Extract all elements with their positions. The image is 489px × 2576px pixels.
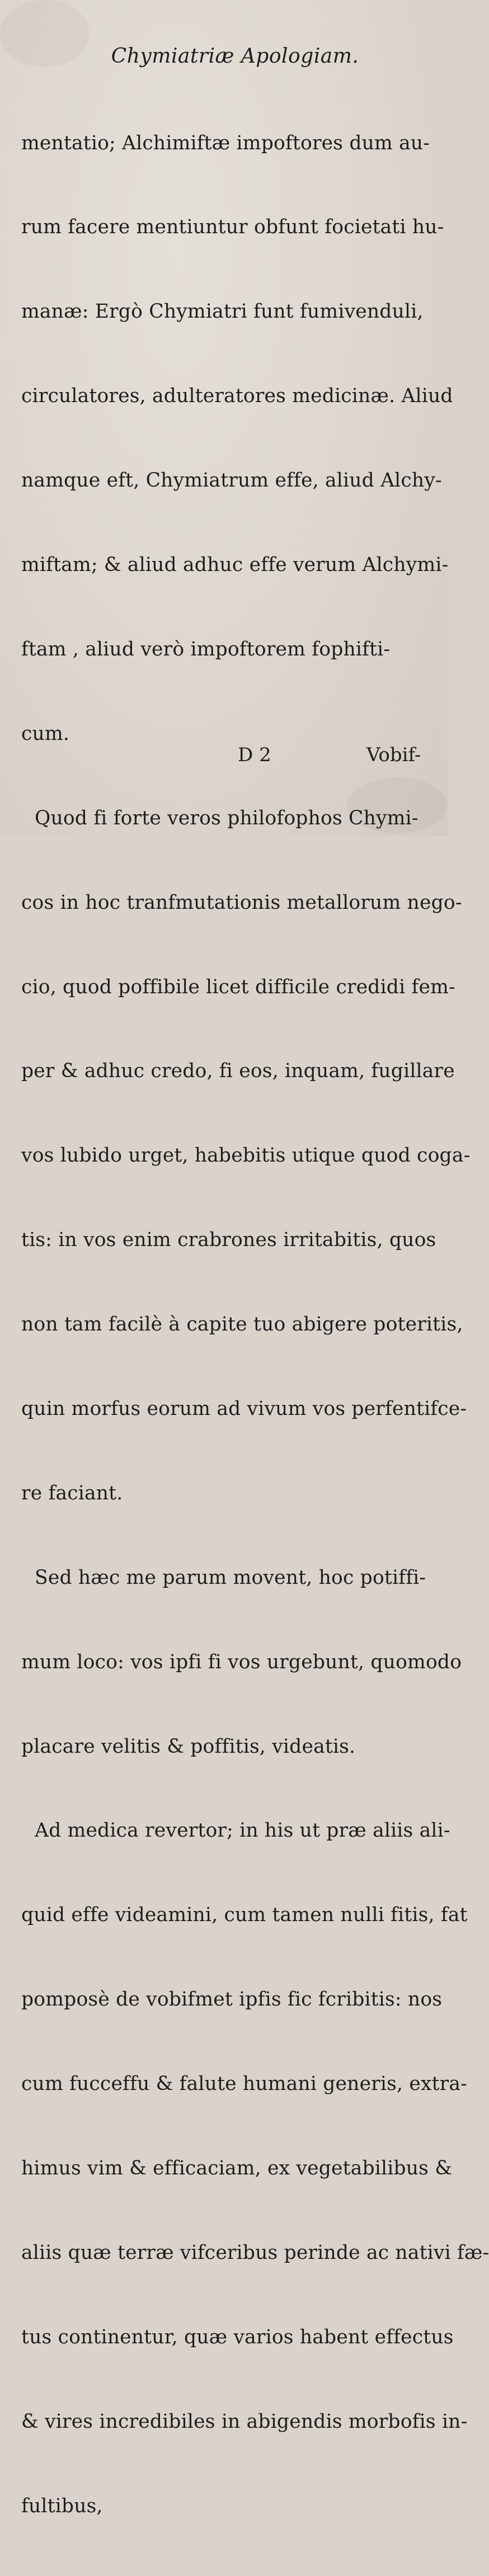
text-line: tus continentur, quæ varios habent effectus: [21, 2325, 454, 2348]
paragraph-start-line: Sed hæc me parum movent, hoc potiffi-: [35, 1566, 426, 1589]
text-line: mentatio; Alchimiftæ impoftores dum au-: [21, 131, 430, 154]
text-line: miftam; & aliud adhuc effe verum Alchymi-: [21, 554, 449, 577]
text-line: himus vim & efficaciam, ex vegetabilibus &: [21, 2157, 453, 2179]
body-text: [21, 73, 489, 2576]
text-line: rum facere mentiuntur obfunt focietati hu-: [21, 216, 444, 239]
running-head: Chymiatriæ Apologiam.: [111, 45, 359, 68]
paragraph-start-line: Quod fi forte veros philofophos Chymi-: [35, 806, 419, 829]
text-line: vos lubido urget, habebitis utique quod coga-: [21, 1144, 471, 1167]
text-line: fultibus,: [21, 2494, 103, 2517]
text-line: cum.: [21, 722, 70, 745]
text-line: pomposè de vobifmet ipfis fic fcribitis: nos: [21, 1988, 443, 2011]
text-line: aliis quæ terræ vifceribus perinde ac nativi fæ-: [21, 2241, 489, 2264]
text-line: ftam , aliud verò impoftorem fophifti-: [21, 638, 391, 660]
text-line: manæ: Ergò Chymiatri funt fumivenduli,: [21, 300, 424, 323]
text-line: re faciant.: [21, 1482, 123, 1504]
text-line: per & adhuc credo, fi eos, inquam, fugillare: [21, 1060, 455, 1083]
text-line: & vires incredibiles in abigendis morbofis in-: [21, 2410, 468, 2433]
text-line: quid effe videamini, cum tamen nulli fitis, fat: [21, 1904, 468, 1927]
text-line: mum loco: vos ipfi fi vos urgebunt, quomodo: [21, 1650, 462, 1673]
signature-mark: D 2: [238, 744, 271, 766]
text-line: namque eft, Chymiatrum effe, aliud Alchy-: [21, 469, 442, 492]
text-line: non tam facilè à capite tuo abigere poteritis,: [21, 1313, 463, 1336]
text-line: cos in hoc tranfmutationis metallorum nego-: [21, 891, 462, 914]
catchword: Vobif-: [366, 744, 421, 766]
text-line: quin morfus eorum ad vivum vos perfentifce-: [21, 1397, 467, 1420]
text-line: circulatores, adulteratores medicinæ. Aliud: [21, 385, 453, 408]
text-line: cio, quod poffibile licet difficile credidi fem-: [21, 975, 455, 998]
paragraph-start-line: Ad medica revertor; in his ut præ aliis ali-: [35, 1819, 450, 1842]
text-line: cum fucceffu & falute humani generis, extra-: [21, 2073, 468, 2096]
text-line: tis: in vos enim crabrones irritabitis, quos: [21, 1229, 436, 1252]
text-line: placare velitis & poffitis, videatis.: [21, 1735, 356, 1758]
page-footer: [0, 744, 448, 772]
